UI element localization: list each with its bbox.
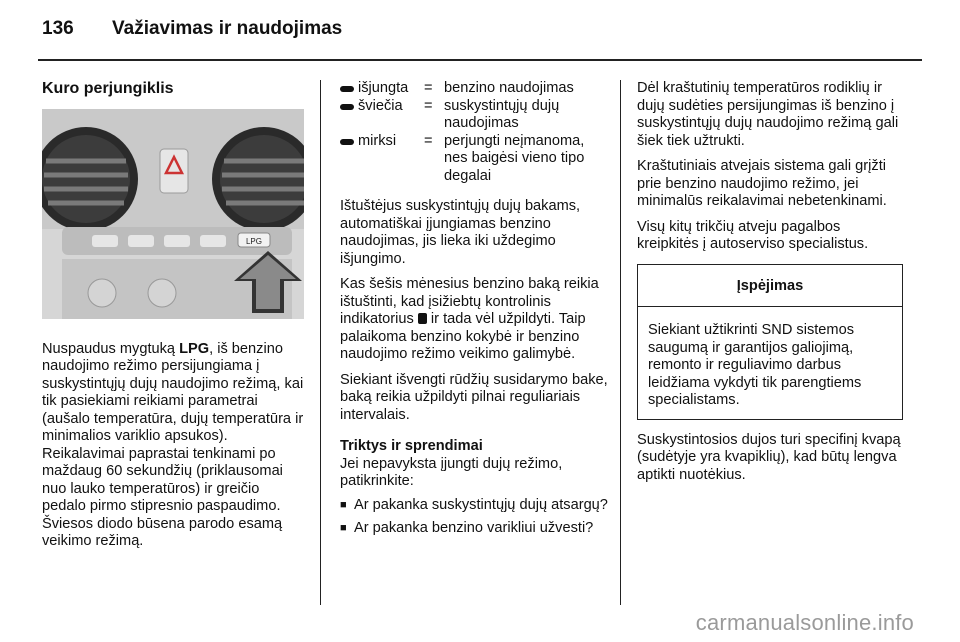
lpg-button-label: LPG	[245, 236, 263, 246]
lpg-paragraph: Nuspaudus mygtuką LPG, iš benzino naudojimo režimo persijungiama į suskystintųjų dujų naudojimo režimą, kai tik pasiekiami reikiami parametrai (aušalo temperatūra, dujų temperatūra ir minimalios variklio apsukos). Reikalavimai paprastai tenkinami po maždaug 60 sekundžių (priklausomai nuo lauko temperatūros) ir greičio pedalo pirmo stipresnio paspaudimo. Šviesos diodo būsena parodo esamą veikimo režimą.	[42, 340, 304, 549]
column-1	[42, 80, 304, 559]
troubleshooting-intro: Jei nepavyksta įjungti dujų režimo, patikrinkite:	[340, 455, 563, 489]
led-state-row: išjungta = benzino naudojimas	[340, 80, 608, 98]
column-3	[637, 80, 903, 492]
fuel-indicator-icon	[418, 313, 427, 324]
troubleshooting-heading: Triktys ir sprendimai	[340, 438, 483, 454]
paragraph: Kraštutiniais atvejais sistema gali grįžti prie benzino naudojimo režimo, jei minimalūs reikalavimai nebetenkinami.	[637, 158, 887, 209]
watermark: carmanualsonline.info	[695, 610, 914, 635]
column-2	[340, 80, 608, 538]
paragraph: Ištuštėjus suskystintųjų dujų bakams, automatiškai įjungiamas benzino naudojimas, jis lieka iki uždegimo išjungimo.	[340, 198, 581, 267]
warning-box	[637, 264, 903, 420]
paragraph: Dėl kraštutinių temperatūros rodiklių ir dujų sudėties persijungimas iš benzino į suskystintųjų dujų naudojimo režimą gali šiek tiek užtrukti.	[637, 80, 899, 149]
led-state-list	[340, 80, 608, 185]
bullet-icon: ■	[340, 522, 347, 534]
paragraph: Visų kitų trikčių atveju pagalbos kreipkitės į autoserviso specialistus.	[637, 218, 869, 252]
dashboard-illustration	[42, 109, 304, 319]
lpg-bold-label: LPG	[179, 340, 210, 357]
warning-body: Siekiant užtikrinti SND sistemos saugumą ir garantijos galiojimą, remonto ir reguliavimo darbus leidžiama vykdyti tik parengtiems specialistams.	[648, 322, 862, 408]
chapter-title: Važiavimas ir naudojimas	[112, 18, 343, 39]
list-item: ■ Ar pakanka benzino varikliui užvesti?	[340, 520, 594, 536]
section-title: Kuro perjungiklis	[42, 80, 174, 97]
led-icon	[340, 139, 354, 145]
list-item: ■ Ar pakanka suskystintųjų dujų atsargų?	[340, 496, 608, 513]
column-divider-2	[620, 80, 621, 605]
hazard-button	[160, 149, 188, 193]
dashboard-photo	[42, 109, 304, 319]
led-state-row: mirksi = perjungti neįmanoma, nes baigėsi vieno tipo degalai	[340, 133, 608, 186]
column-divider-1	[320, 80, 321, 605]
led-state-row: šviečia = suskystintųjų dujų naudojimas	[340, 98, 608, 133]
warning-title: Įspėjimas	[638, 265, 902, 308]
led-icon	[340, 86, 354, 92]
bullet-icon: ■	[340, 498, 347, 511]
page-header	[42, 18, 342, 40]
paragraph: Suskystintosios dujos turi specifinį kvapą (sudėtyje yra kvapiklių), kad būtų lengva aptikti nuotėkius.	[637, 431, 901, 483]
paragraph: Siekiant išvengti rūdžių susidarymo bake, baką reikia užpildyti pilnai reguliariais intervalais.	[340, 371, 608, 423]
lpg-button	[238, 233, 270, 247]
paragraph: Kas šešis mėnesius benzino baką reikia ištuštinti, kad įsižiebtų kontrolinis indikatorius ir tada vėl užpildyti. Taip palaikoma benzino kokybė ir benzino naudojimo režimo veikimo galimybė.	[340, 276, 599, 362]
header-rule	[38, 59, 922, 61]
led-icon	[340, 104, 354, 110]
page-number: 136	[42, 18, 74, 39]
